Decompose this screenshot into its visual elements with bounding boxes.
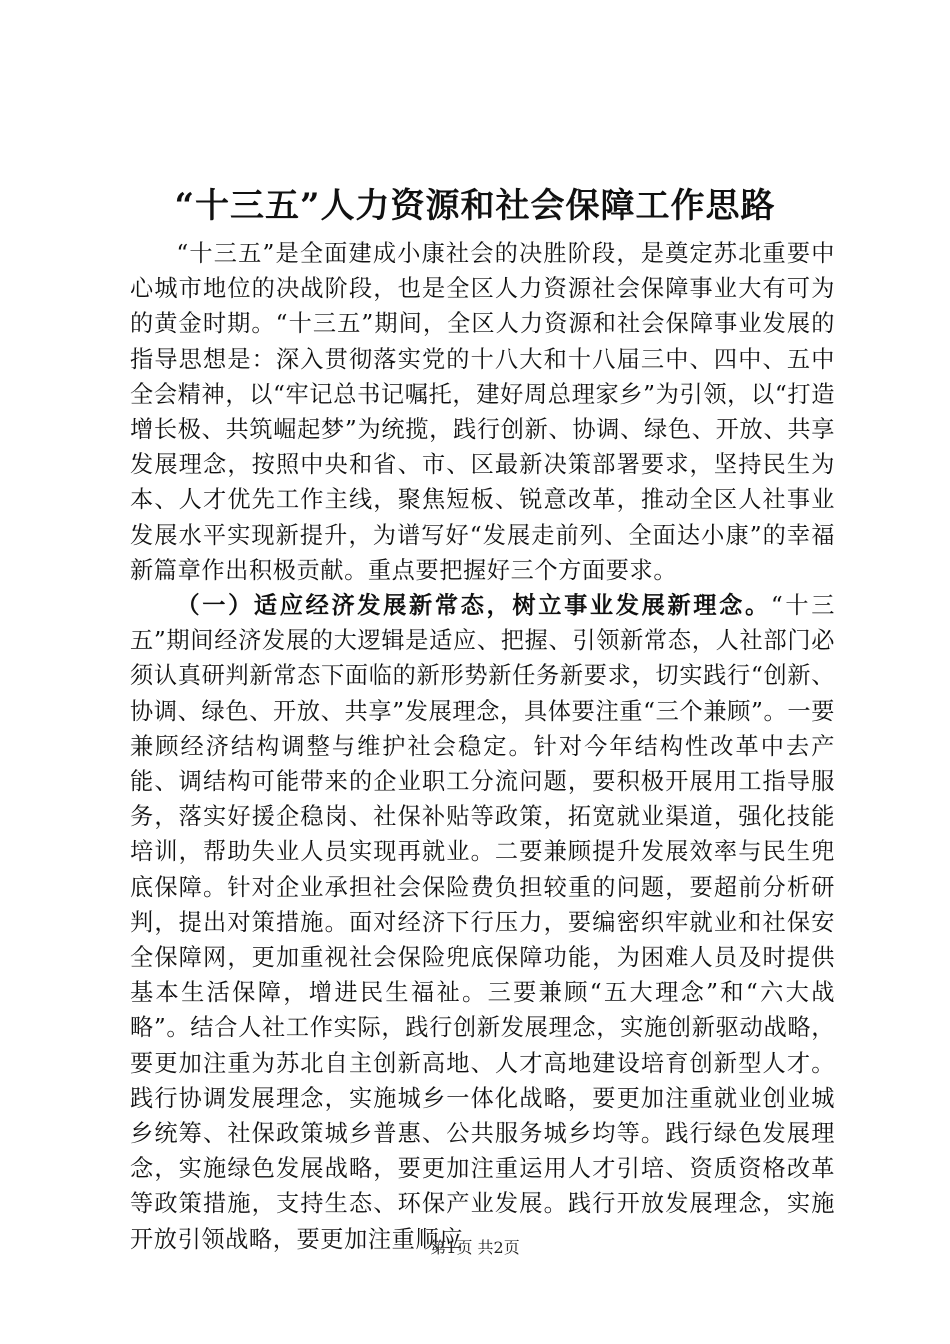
section-1-heading: （一）适应经济发展新常态，树立事业发展新理念。 bbox=[176, 592, 771, 620]
page-footer: 第1页 共2页 bbox=[430, 1238, 520, 1257]
section-1-paragraph bbox=[130, 588, 835, 1257]
intro-paragraph: “十三五”是全面建成小康社会的决胜阶段，是奠定苏北重要中心城市地位的决战阶段，也是全区人力资源社会保障事业大有可为的黄金时期。“十三五”期间，全区人力资源和社会保障事业发展的指导思想是：深入贯彻落实党的十八大和十八届三中、四中、五中全会精神，以“牢记总书记嘱托，建好周总理家乡”为引领，以“打造增长极、共筑崛起梦”为统揽，践行创新、协调、绿色、开放、共享发展理念，按照中央和省、市、区最新决策部署要求，坚持民生为本、人才优先工作主线，聚焦短板、锐意改革，推动全区人社事业发展水平实现新提升，为谱写好“发展走前列、全面达小康”的幸福新篇章作出积极贡献。重点要把握好三个方面要求。 bbox=[130, 240, 835, 584]
document-body bbox=[130, 236, 835, 1257]
document-title: “十三五”人力资源和社会保障工作思路 bbox=[174, 186, 776, 226]
section-1-body: “十三五”期间经济发展的大逻辑是适应、把握、引领新常态，人社部门必须认真研判新常态下面临的新形势新任务新要求，切实践行“创新、协调、绿色、开放、共享”发展理念，具体要注重“三个兼顾”。一要兼顾经济结构调整与维护社会稳定。针对今年结构性改革中去产能、调结构可能带来的企业职工分流问题，要积极开展用工指导服务，落实好援企稳岗、社保补贴等政策，拓宽就业渠道，强化技能培训，帮助失业人员实现再就业。二要兼顾提升发展效率与民生兜底保障。针对企业承担社会保险费负担较重的问题，要超前分析研判，提出对策措施。面对经济下行压力，要编密织牢就业和社保安全保障网，更加重视社会保险兜底保障功能，为困难人员及时提供基本生活保障，增进民生福祉。三要兼顾“五大理念”和“六大战略”。结合人社工作实际，践行创新发展理念，实施创新驱动战略，要更加注重为苏北自主创新高地、人才高地建设培育创新型人才。践行协调发展理念，实施城乡一体化战略，要更加注重就业创业城乡统筹、社保政策城乡普惠、公共服务城乡均等。践行绿色发展理念，实施绿色发展战略，要更加注重运用人才引培、资质资格改革等政策措施，支持生态、环保产业发展。践行开放发展理念，实施开放引领战略，要更加注重顺应 bbox=[130, 592, 835, 1253]
